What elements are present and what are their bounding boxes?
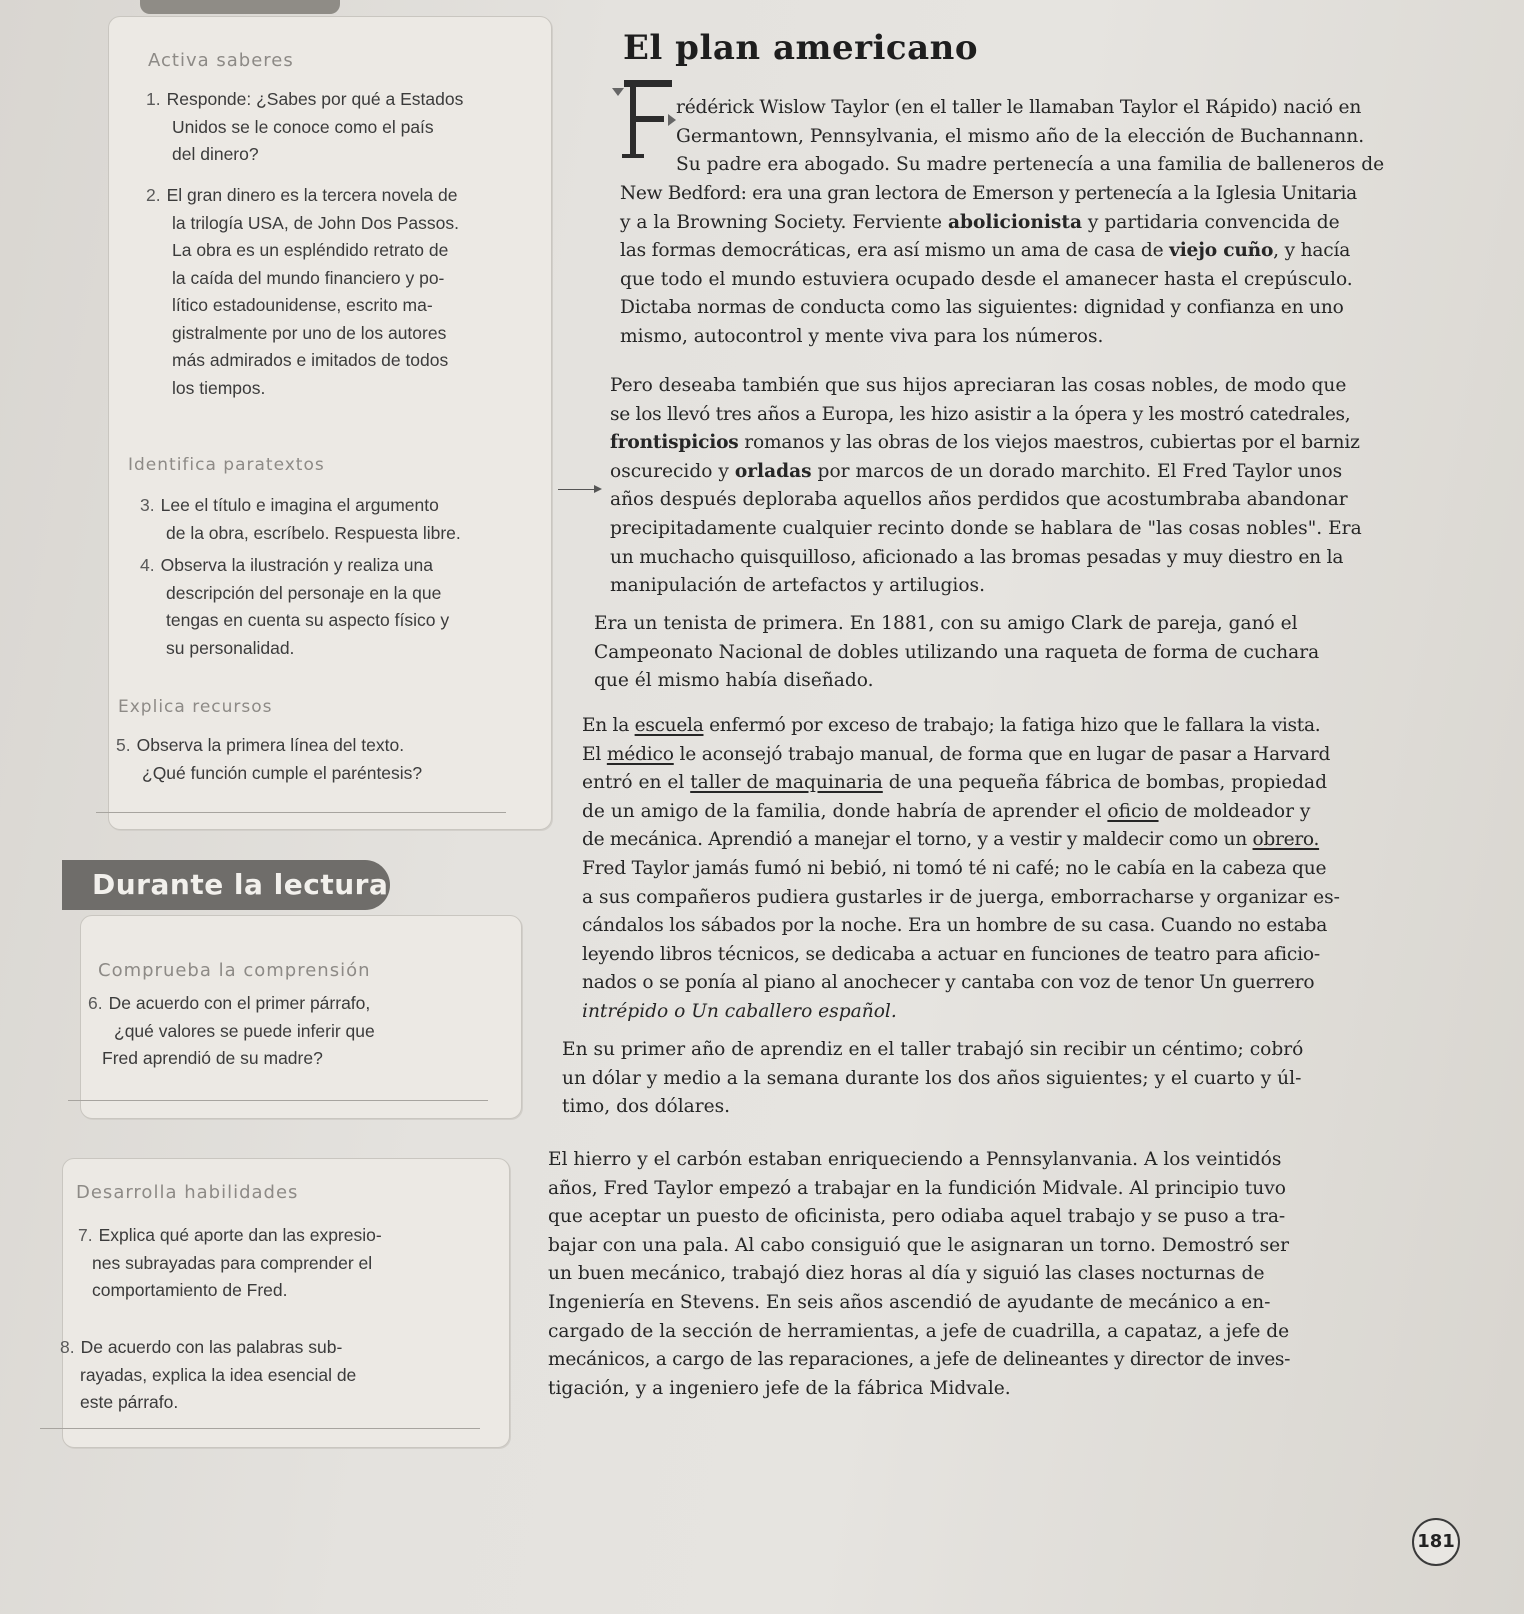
question-7-line-1: Explica qué aporte dan las expresio- xyxy=(98,1225,382,1245)
margin-marker-1 xyxy=(612,88,624,96)
p4-line-4: de un amigo de la familia, donde habría de aprender el oficio de moldeador y xyxy=(582,800,1311,822)
section-banner-durante xyxy=(62,860,390,910)
paragraph-5 xyxy=(562,1036,1303,1122)
question-8 xyxy=(60,1334,500,1417)
question-6-line-3: Fred aprendió de su madre? xyxy=(102,1048,323,1068)
question-4 xyxy=(140,552,540,662)
question-8-number: 8. xyxy=(60,1337,75,1357)
question-2-line-2: la trilogía USA, de John Dos Passos. xyxy=(172,212,459,233)
question-2-line-1: El gran dinero es la tercera novela de xyxy=(166,185,458,205)
p4-line-10: nados o se ponía al piano al anochecer y cantaba con voz de tenor Un guerrero xyxy=(582,972,1315,994)
question-1-number: 1. xyxy=(146,89,161,109)
paragraph-1-cont xyxy=(620,180,1357,352)
p6-line-1: El hierro y el carbón estaban enriqueciendo a Pennsylanvania. A los veintidós xyxy=(548,1149,1282,1170)
p4-line-2: El médico le aconsejó trabajo manual, de forma que en lugar de pasar a Harvard xyxy=(582,743,1331,765)
paragraph-6 xyxy=(548,1146,1290,1403)
p1-line-7: que todo el mundo estuviera ocupado desde el amanecer hasta el crepúsculo. xyxy=(620,268,1353,290)
p4-line-9: leyendo libros técnicos, se dedicaba a actuar en funciones de teatro para aficio- xyxy=(582,943,1320,965)
question-2-line-6: gistralmente por uno de los autores xyxy=(172,322,447,343)
p5-line-3: timo, dos dólares. xyxy=(562,1096,731,1118)
question-5 xyxy=(116,732,536,787)
paragraph-4 xyxy=(582,712,1340,1027)
question-2-number: 2. xyxy=(146,185,161,205)
p4-line-5: de mecánica. Aprendió a manejar el torno, y a vestir y maldecir como un obrero. xyxy=(582,829,1320,851)
p1-line-1: rédérick Wislow Taylor (en el taller le llamaban Taylor el Rápido) nació en xyxy=(676,97,1362,118)
question-8-line-2: rayadas, explica la idea esencial de xyxy=(80,1364,357,1385)
answer-line-8[interactable] xyxy=(40,1428,480,1429)
paragraph-2 xyxy=(610,372,1362,601)
p4-line-11: intrépido o Un caballero español. xyxy=(582,1000,897,1022)
p2-line-6: precipitadamente cualquier recinto donde se hablara de "las cosas nobles". Era xyxy=(610,517,1362,539)
page-number: 181 xyxy=(1412,1518,1460,1566)
label-identifica-paratextos: Identifica paratextos xyxy=(128,455,325,475)
question-4-line-2: descripción del personaje en la que xyxy=(166,582,442,603)
question-7-line-3: comportamiento de Fred. xyxy=(92,1280,288,1300)
question-2 xyxy=(146,182,546,402)
question-2-line-8: los tiempos. xyxy=(172,377,266,398)
question-2-line-3: La obra es un espléndido retrato de xyxy=(172,240,449,260)
p3-line-2: Campeonato Nacional de dobles utilizando una raqueta de forma de cuchara xyxy=(594,641,1320,663)
question-6 xyxy=(88,990,508,1073)
p6-line-7: cargado de la sección de herramientas, a jefe de cuadrilla, a capataz, a jefe de xyxy=(548,1320,1290,1342)
p1-line-8: Dictaba normas de conducta como las siguientes: dignidad y confianza en uno xyxy=(620,297,1344,319)
question-3-number: 3. xyxy=(140,495,155,515)
question-4-number: 4. xyxy=(140,555,155,575)
question-3-line-1: Lee el título e imagina el argumento xyxy=(160,495,439,515)
question-3 xyxy=(140,492,540,547)
section-title-durante: Durante la lectura xyxy=(92,868,389,901)
question-3-line-2: de la obra, escríbelo. Respuesta libre. xyxy=(166,522,461,543)
p4-line-8: cándalos los sábados por la noche. Era un hombre de su casa. Cuando no estaba xyxy=(582,915,1328,937)
p2-line-1: Pero deseaba también que sus hijos apreciaran las cosas nobles, de modo que xyxy=(610,375,1347,396)
annotation-arrow xyxy=(558,489,600,490)
question-5-line-2: ¿Qué función cumple el paréntesis? xyxy=(142,762,423,783)
p6-line-4: bajar con una pala. Al cabo consiguió que le asignaran un torno. Demostró ser xyxy=(548,1234,1290,1256)
p4-line-6: Fred Taylor jamás fumó ni bebió, ni tomó té ni café; no le cabía en la cabeza que xyxy=(582,857,1327,879)
p1-line-3: Su padre era abogado. Su madre pertenecía a una familia de balleneros de xyxy=(676,154,1385,176)
p1-line-5: y a la Browning Society. Ferviente abolicionista y partidaria convencida de xyxy=(620,211,1340,233)
question-1-line-3: del dinero? xyxy=(172,144,259,164)
question-1-line-2: Unidos se le conoce como el país xyxy=(172,116,434,137)
question-1 xyxy=(146,86,546,169)
question-7 xyxy=(78,1222,508,1305)
p5-line-2: un dólar y medio a la semana durante los dos años siguientes; y el cuarto y úl- xyxy=(562,1067,1302,1089)
question-5-line-1: Observa la primera línea del texto. xyxy=(136,735,405,755)
p1-line-9: mismo, autocontrol y mente viva para los números. xyxy=(620,325,1104,347)
label-desarrolla-habilidades: Desarrolla habilidades xyxy=(76,1182,299,1203)
p3-line-3: que él mismo había diseñado. xyxy=(594,670,874,692)
question-2-line-4: la caída del mundo financiero y po- xyxy=(172,267,445,288)
question-8-line-1: De acuerdo con las palabras sub- xyxy=(80,1337,343,1357)
p6-line-9: tigación, y a ingeniero jefe de la fábrica Midvale. xyxy=(548,1377,1011,1399)
p6-line-5: un buen mecánico, trabajó diez horas al día y siguió las clases nocturnas de xyxy=(548,1263,1265,1285)
question-7-line-2: nes subrayadas para comprender el xyxy=(92,1252,373,1273)
p5-line-1: En su primer año de aprendiz en el taller trabajó sin recibir un céntimo; cobró xyxy=(562,1039,1304,1060)
p2-line-7: un muchacho quisquilloso, aficionado a las bromas pesadas y muy diestro en la xyxy=(610,546,1344,568)
p1-line-2: Germantown, Pennsylvania, el mismo año de la elección de Buchannann. xyxy=(676,125,1365,147)
margin-marker-2 xyxy=(668,114,676,126)
question-5-number: 5. xyxy=(116,735,131,755)
p2-line-3: frontispicios romanos y las obras de los viejos maestros, cubiertas por el barniz xyxy=(610,432,1360,454)
p6-line-6: Ingeniería en Stevens. En seis años ascendió de ayudante de mecánico a en- xyxy=(548,1291,1271,1313)
p4-line-1: En la escuela enfermó por exceso de trabajo; la fatiga hizo que le fallara la vista. xyxy=(582,715,1321,736)
article-title: El plan americano xyxy=(623,28,979,68)
p6-line-8: mecánicos, a cargo de las reparaciones, a jefe de delineantes y director de inves- xyxy=(548,1349,1291,1371)
question-2-line-5: lítico estadounidense, escrito ma- xyxy=(172,295,433,315)
question-4-line-4: su personalidad. xyxy=(166,637,295,658)
answer-line-6[interactable] xyxy=(68,1100,488,1101)
question-2-line-7: más admirados e imitados de todos xyxy=(172,350,449,370)
p6-line-3: que aceptar un puesto de oficinista, pero odiaba aquel trabajo y se puso a tra- xyxy=(548,1206,1286,1228)
question-8-line-3: este párrafo. xyxy=(80,1392,179,1412)
p2-line-2: se los llevó tres años a Europa, les hizo asistir a la ópera y les mostró catedrales, xyxy=(610,403,1351,425)
question-6-line-1: De acuerdo con el primer párrafo, xyxy=(108,993,371,1013)
paragraph-1 xyxy=(676,94,1384,180)
p2-line-5: años después deploraba aquellos años perdidos que acostumbraba abandonar xyxy=(610,489,1348,511)
label-activa-saberes: Activa saberes xyxy=(148,50,294,71)
label-explica-recursos: Explica recursos xyxy=(118,697,273,717)
header-tab xyxy=(140,0,340,14)
p3-line-1: Era un tenista de primera. En 1881, con su amigo Clark de pareja, ganó el xyxy=(594,613,1298,634)
answer-line-5[interactable] xyxy=(96,812,506,813)
question-4-line-1: Observa la ilustración y realiza una xyxy=(160,555,433,575)
question-7-number: 7. xyxy=(78,1225,93,1245)
p2-line-8: manipulación de artefactos y artilugios. xyxy=(610,575,985,597)
paragraph-3 xyxy=(594,610,1319,696)
dropcap-letter xyxy=(622,78,674,160)
label-comprueba-comprension: Comprueba la comprensión xyxy=(98,960,371,981)
question-4-line-3: tengas en cuenta su aspecto físico y xyxy=(166,610,450,630)
p1-line-6: las formas democráticas, era así mismo un ama de casa de viejo cuño, y hacía xyxy=(620,240,1351,262)
p4-line-3: entró en el taller de maquinaria de una pequeña fábrica de bombas, propiedad xyxy=(582,772,1327,794)
p4-line-7: a sus compañeros pudiera gustarles ir de juerga, emborracharse y organizar es- xyxy=(582,886,1340,908)
p6-line-2: años, Fred Taylor empezó a trabajar en la fundición Midvale. Al principio tuvo xyxy=(548,1177,1286,1199)
p1-line-4: New Bedford: era una gran lectora de Emerson y pertenecía a la Iglesia Unitaria xyxy=(620,183,1357,204)
question-6-line-2: ¿qué valores se puede inferir que xyxy=(114,1020,375,1041)
question-6-number: 6. xyxy=(88,993,103,1013)
p2-line-4: oscurecido y orladas por marcos de un dorado marchito. El Fred Taylor unos xyxy=(610,460,1343,482)
question-1-line-1: Responde: ¿Sabes por qué a Estados xyxy=(166,89,464,109)
